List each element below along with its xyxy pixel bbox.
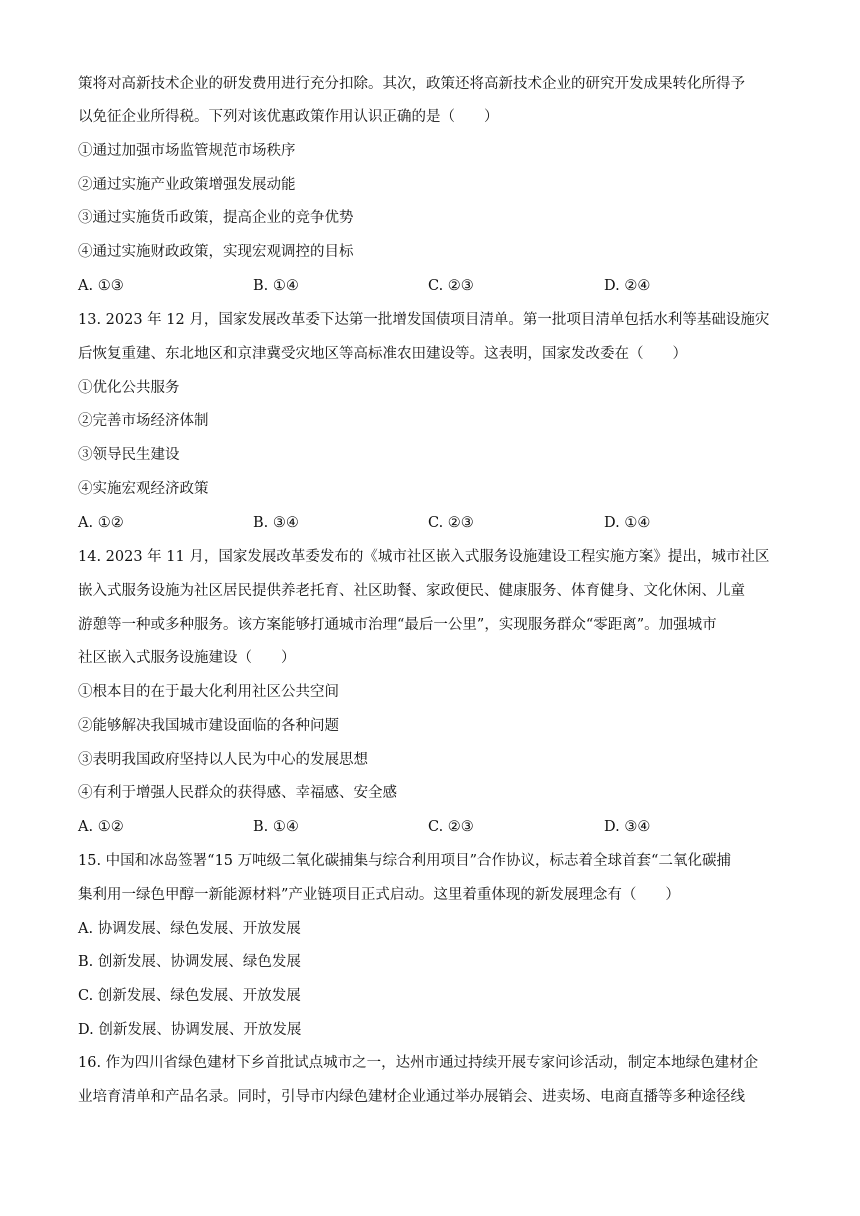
question-16-line: 16. 作为四川省绿色建材下乡首批试点城市之一，达州市通过持续开展专家问诊活动，制定本地绿色建材企 [78,1055,759,1071]
option-a: A. ①② [78,515,124,531]
option-a: A. ①② [78,819,124,835]
option-c: C. ②③ [428,278,474,294]
text-line: ①根本目的在于最大化利用社区公共空间 [78,684,339,700]
option-a: A. 协调发展、绿色发展、开放发展 [78,921,301,937]
option-b: B. ①④ [253,278,299,294]
text-line: ①优化公共服务 [78,380,180,396]
text-line: 嵌入式服务设施为社区居民提供养老托育、社区助餐、家政便民、健康服务、体育健身、文化休闲、儿童 [78,583,745,599]
text-line: ③领导民生建设 [78,447,180,463]
text-line: ②完善市场经济体制 [78,413,209,429]
question-14-line: 14. 2023 年 11 月，国家发展改革委发布的《城市社区嵌入式服务设施建设工程实施方案》提出，城市社区 [78,549,770,565]
option-d: D. ②④ [604,278,651,294]
option-b: B. 创新发展、协调发展、绿色发展 [78,954,301,970]
text-line: 游憩等一种或多种服务。该方案能够打通城市治理“最后一公里”，实现服务群众“零距离”。加强城市 [78,617,717,633]
option-a: A. ①③ [78,278,124,294]
text-line: ④有利于增强人民群众的获得感、幸福感、安全感 [78,785,397,801]
option-b: B. ③④ [253,515,299,531]
text-line: 后恢复重建、东北地区和京津冀受灾地区等高标准农田建设等。这表明，国家发改委在（ ） [78,346,687,362]
option-c: C. 创新发展、绿色发展、开放发展 [78,988,301,1004]
text-line: 业培育清单和产品名录。同时，引导市内绿色建材企业通过举办展销会、进卖场、电商直播等多种途径线 [78,1089,745,1105]
text-line: ③表明我国政府坚持以人民为中心的发展思想 [78,752,368,768]
option-d: D. ①④ [604,515,651,531]
text-line: 社区嵌入式服务设施建设（ ） [78,650,296,666]
text-line: ④实施宏观经济政策 [78,481,209,497]
text-line: 以免征企业所得税。下列对该优惠政策作用认识正确的是（ ） [78,109,499,125]
question-13-line: 13. 2023 年 12 月，国家发展改革委下达第一批增发国债项目清单。第一批项目清单包括水利等基础设施灾 [78,312,770,328]
text-line: ④通过实施财政政策，实现宏观调控的目标 [78,244,354,260]
text-line: ③通过实施货币政策，提高企业的竞争优势 [78,210,354,226]
option-d: D. 创新发展、协调发展、开放发展 [78,1022,302,1038]
question-15-line: 15. 中国和冰岛签署“15 万吨级二氧化碳捕集与综合利用项目”合作协议，标志着全球首套“二氧化碳捕 [78,853,731,869]
text-line: 集利用一绿色甲醇一新能源材料”产业链项目正式启动。这里着重体现的新发展理念有（ ） [78,887,680,903]
text-line: ②通过实施产业政策增强发展动能 [78,177,296,193]
text-line: 策将对高新技术企业的研发费用进行充分扣除。其次，政策还将高新技术企业的研究开发成果转化所得予 [78,76,745,92]
text-line: ②能够解决我国城市建设面临的各种问题 [78,718,339,734]
option-c: C. ②③ [428,819,474,835]
option-d: D. ③④ [604,819,651,835]
text-line: ①通过加强市场监管规范市场秩序 [78,143,296,159]
option-b: B. ①④ [253,819,299,835]
option-c: C. ②③ [428,515,474,531]
